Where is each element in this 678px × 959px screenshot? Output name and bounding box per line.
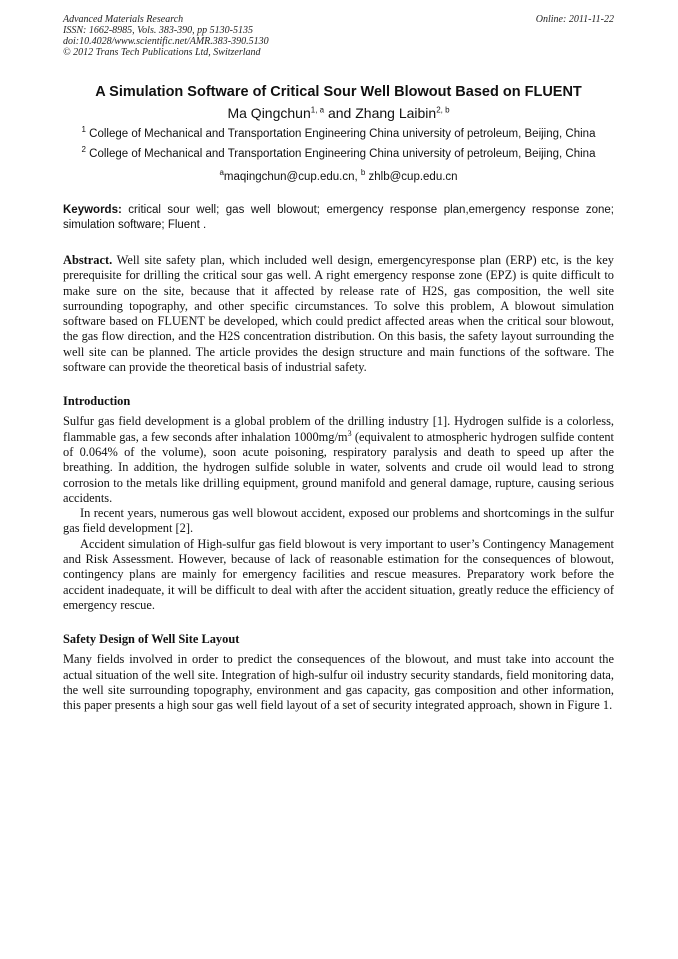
paper-title: A Simulation Software of Critical Sour Well Blowout Based on FLUENT — [95, 84, 582, 100]
paragraph-text: (equivalent to atmospheric hydrogen sulfide content of 0.064% of the volume), soon acute poisoning, respiratory paralysis and death to speed up after the breathing. In addition, the hydrogen sulfide soluble in water, solvents and crude oil would lead to strong corrosion to the metals like drilling equipment, ground manifold and general damage, rupture, causing serious accidents. — [63, 429, 614, 505]
affiliation-number: 1 — [81, 125, 86, 135]
affiliation-number: 2 — [81, 145, 86, 155]
superscript: 3 — [347, 428, 352, 438]
abstract-label: Abstract. — [63, 253, 113, 267]
email-a-mark: a — [219, 168, 224, 178]
abstract-text: Well site safety plan, which included well design, emergencyresponse plan (ERP) etc, is the key prerequisite for drilling the critical sour gas well. A right emergency response zone (EPZ) is quite difficult to make sure on the site, because that it affected by release rate of H2S, gas composition, the well site surrounding topography, and other specific circumstances. To solve this problem, A blowout simulation software based on FLUENT be developed, which could predict affected areas when the critical sour blowout, the gas flow direction, and the H2S concentration distribution. On this basis, the safety layout surrounding the well site can be planned. The article provides the design structure and main functions of the software. The software can provide the theoretical basis of industrial safety. — [63, 253, 614, 375]
introduction-section — [63, 414, 614, 613]
affiliation-text: College of Mechanical and Transportation Engineering China university of petroleum, Beijing, China — [89, 128, 596, 140]
paragraph-text: Sulfur gas field development is a global problem of the drilling industry [1]. Hydrogen sulfide is a colorless, flammable gas, a few seconds after inhalation 1000mg/m — [63, 414, 614, 444]
keywords-label: Keywords: — [63, 204, 122, 216]
author-2: Zhang Laibin — [355, 105, 437, 121]
issn-line: ISSN: 1662-8985, Vols. 383-390, pp 5130-5135 — [63, 25, 253, 36]
abstract — [63, 253, 614, 375]
copyright-line: © 2012 Trans Tech Publications Ltd, Switzerland — [63, 47, 261, 58]
paragraph — [63, 414, 614, 506]
doi-line: doi:10.4028/www.scientific.net/AMR.383-390.5130 — [63, 36, 269, 47]
safety-design-heading: Safety Design of Well Site Layout — [63, 632, 240, 647]
journal-name: Advanced Materials Research — [63, 14, 184, 25]
author-connector: and — [324, 105, 356, 121]
safety-design-section — [63, 652, 614, 713]
author-1-affiliation-mark: 1, a — [310, 105, 325, 115]
email-a: maqingchun@cup.edu.cn, — [223, 171, 361, 183]
author-1: Ma Qingchun — [227, 105, 311, 121]
keywords — [63, 203, 614, 233]
online-date: Online: 2011-11-22 — [535, 14, 614, 25]
email-b: zhlb@cup.edu.cn — [365, 171, 458, 183]
affiliation-2 — [63, 146, 614, 162]
affiliation-text: College of Mechanical and Transportation Engineering China university of petroleum, Beijing, China — [89, 148, 596, 160]
affiliation-1 — [63, 126, 614, 142]
introduction-heading: Introduction — [63, 394, 131, 409]
paragraph: Many fields involved in order to predict the consequences of the blowout, and must take into account the actual situation of the well site. Integration of high-sulfur oil industry security standards, field monitoring data, the well site surrounding topography, environment and gas capacity, gas composition and other information, this paper presents a high sour gas well field layout of a set of security integrated approach, shown in Figure 1. — [63, 652, 614, 713]
author-emails — [63, 169, 614, 185]
journal-header — [63, 14, 614, 58]
author-2-affiliation-mark: 2, b — [436, 105, 450, 115]
paragraph: In recent years, numerous gas well blowout accident, exposed our problems and shortcomings in the sulfur gas field development [2]. — [63, 506, 614, 536]
keywords-text: critical sour well; gas well blowout; emergency response plan,emergency response zone; simulation software; Fluent . — [63, 204, 614, 231]
email-b-mark: b — [360, 168, 366, 178]
paragraph: Accident simulation of High-sulfur gas field blowout is very important to user’s Contingency Management and Risk Assessment. However, because of lack of reasonable estimation for the consequences of blowout, contingency plans are mainly for emergency facilities and rescue measures. Preparatory work before the accident inadequate, it will be difficult to deal with after the accident situation, greatly reduce the efficiency of emergency rescue. — [63, 536, 614, 612]
author-line — [63, 104, 614, 122]
paper-page — [63, 14, 614, 713]
